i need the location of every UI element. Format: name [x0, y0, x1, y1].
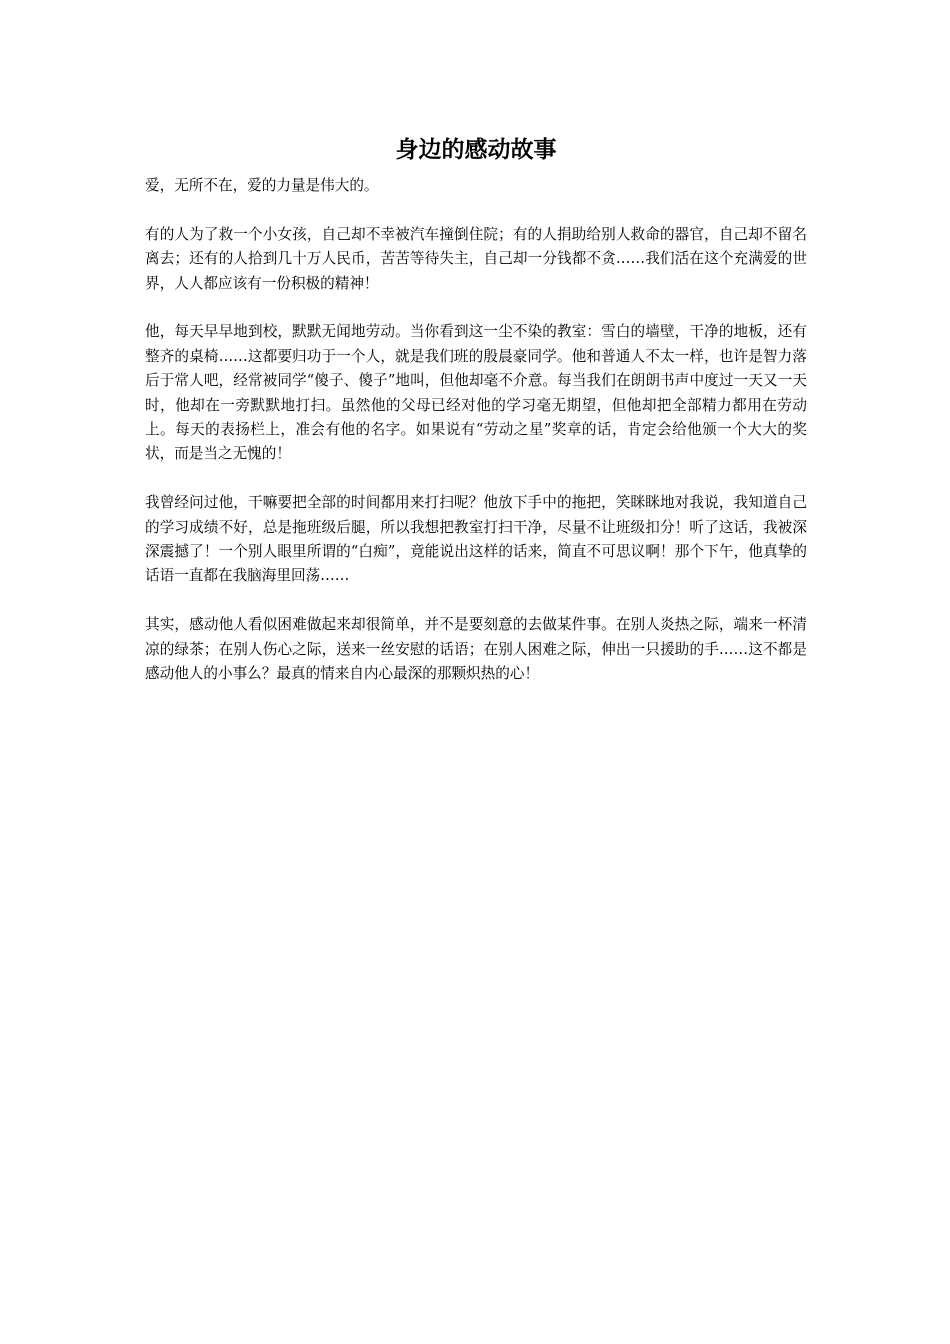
- paragraph-examples: 有的人为了救一个小女孩，自己却不幸被汽车撞倒住院；有的人捐助给别人救命的器官，自己却不留名离去；还有的人拾到几十万人民币，苦苦等待失主，自己却一分钱都不贪……我们活在这个充满爱的世界，人人都应该有一份积极的精神！: [145, 225, 807, 292]
- paragraph-intro: 爱，无所不在，爱的力量是伟大的。: [145, 177, 379, 194]
- paragraph-conclusion: 其实，感动他人看似困难做起来却很简单，并不是要刻意的去做某件事。在别人炎热之际，端来一杯清凉的绿茶；在别人伤心之际，送来一丝安慰的话语；在别人困难之际，伸出一只援助的手……这不都是感动他人的小事么？最真的情来自内心最深的那颗炽热的心！: [145, 616, 807, 683]
- document-body: [145, 132, 807, 686]
- paragraph-conversation: 我曾经问过他，干嘛要把全部的时间都用来打扫呢？他放下手中的拖把，笑眯眯地对我说，我知道自己的学习成绩不好，总是拖班级后腿，所以我想把教室打扫干净，尽量不让班级扣分！听了这话，我被深深震撼了！一个别人眼里所谓的“白痴”，竟能说出这样的话来，简直不可思议啊！那个下午，他真挚的话语一直都在我脑海里回荡……: [145, 494, 807, 585]
- document-title: 身边的感动故事: [395, 137, 557, 163]
- paragraph-classmate: 他，每天早早地到校，默默无闻地劳动。当你看到这一尘不染的教室：雪白的墙壁，干净的地板，还有整齐的桌椅……这都要归功于一个人，就是我们班的殷晨豪同学。他和普通人不太一样，也许是智力落后于常人吧，经常被同学“傻子、傻子”地叫，但他却毫不介意。每当我们在朗朗书声中度过一天又一天时，他却在一旁默默地打扫。虽然他的父母已经对他的学习毫无期望，但他却把全部精力都用在劳动上。每天的表扬栏上，准会有他的名字。如果说有“劳动之星”奖章的话，肯定会给他颁一个大大的奖状，而是当之无愧的！: [145, 323, 807, 463]
